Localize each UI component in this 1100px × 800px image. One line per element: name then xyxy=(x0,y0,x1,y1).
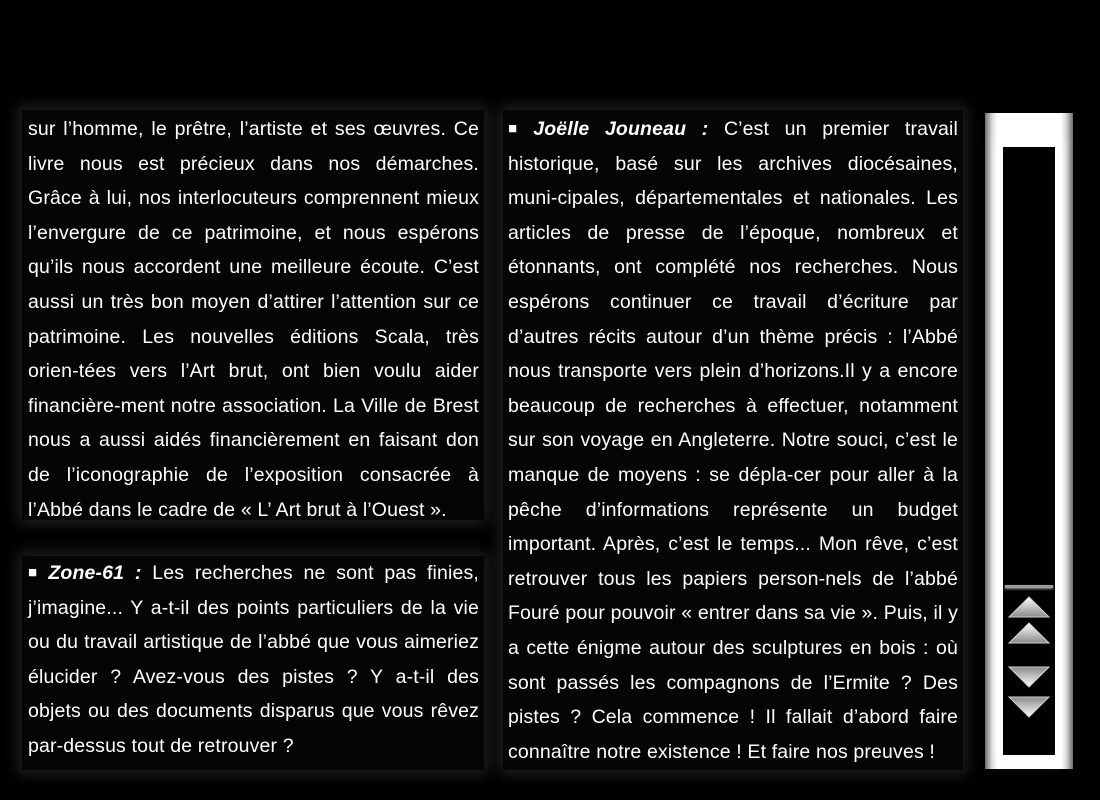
zone61-question-paragraph xyxy=(28,556,479,764)
jouneau-answer-paragraph xyxy=(508,112,958,769)
scroll-up-fast-icon[interactable] xyxy=(1007,595,1051,619)
right-column-text-panel xyxy=(503,110,963,770)
left-column-top-text-panel xyxy=(22,110,484,520)
scroll-track[interactable] xyxy=(1003,147,1055,755)
scroll-up-icon[interactable] xyxy=(1007,621,1051,645)
bullet-square-icon: ■ xyxy=(508,120,528,137)
text-scroller xyxy=(985,113,1073,769)
scroll-position-line xyxy=(1005,585,1053,588)
bullet-square-icon: ■ xyxy=(28,564,43,581)
scroll-down-icon[interactable] xyxy=(1007,665,1051,689)
scroll-down-fast-icon[interactable] xyxy=(1007,695,1051,719)
speaker-zone61: Zone-61 : xyxy=(48,562,142,584)
zone61-question-text: Les recherches ne sont pas finies, j’imagine... Y a-t-il des points particuliers de la vie ou du travail artistique de l’abbé que vous aimeriez élucider ? Avez-vous des pistes ? Y a-t-il des objets ou des documents disparus que vous rêvez par-dessus tout de retrouver ? xyxy=(28,562,479,757)
left-top-paragraph: sur l’homme, le prêtre, l’artiste et ses œuvres. Ce livre nous est précieux dans nos démarches. Grâce à lui, nos interlocuteurs comprennent mieux l’envergure de ce patrimoine, et nous espérons qu’ils nous accordent une meilleure écoute. C’est aussi un très bon moyen d’attirer l’attention sur ce patrimoine. Les nouvelles éditions Scala, très orien-tées vers l’Art brut, ont bien voulu aider financière-ment notre association. La Ville de Brest nous a aussi aidés financièrement en faisant don de l’iconographie de l’exposition consacrée à l’Abbé dans le cadre de « L’ Art brut à l’Ouest ». xyxy=(28,118,479,521)
speaker-joelle-jouneau: Joëlle Jouneau : xyxy=(533,118,709,140)
jouneau-answer-text: C’est un premier travail historique, basé sur les archives diocésaines, muni-cipales, départementales et nationales. Les articles de presse de l’époque, nombreux et étonnants, ont complété nos recherches. Nous espérons continuer ce travail d’écriture par d’autres récits autour d’un thème précis : l’Abbé nous transporte vers plein d’horizons.Il y a encore beaucoup de recherches à effectuer, notamment sur son voyage en Angleterre. Notre souci, c’est le manque de moyens : se dépla-cer pour aller à la pêche d’informations représente un budget important. Après, c’est le temps... Mon rêve, c’est retrouver tous les papiers person-nels de l’abbé Fouré pour pouvoir « entrer dans sa vie ». Puis, il y a cette énigme autour des sculptures en bois : où sont passés les compagnons de l’Ermite ? Des pistes ? Cela commence ! Il fallait d’abord faire connaître notre existence ! Et faire nos preuves ! xyxy=(508,118,958,763)
left-column-bottom-text-panel xyxy=(22,556,484,770)
